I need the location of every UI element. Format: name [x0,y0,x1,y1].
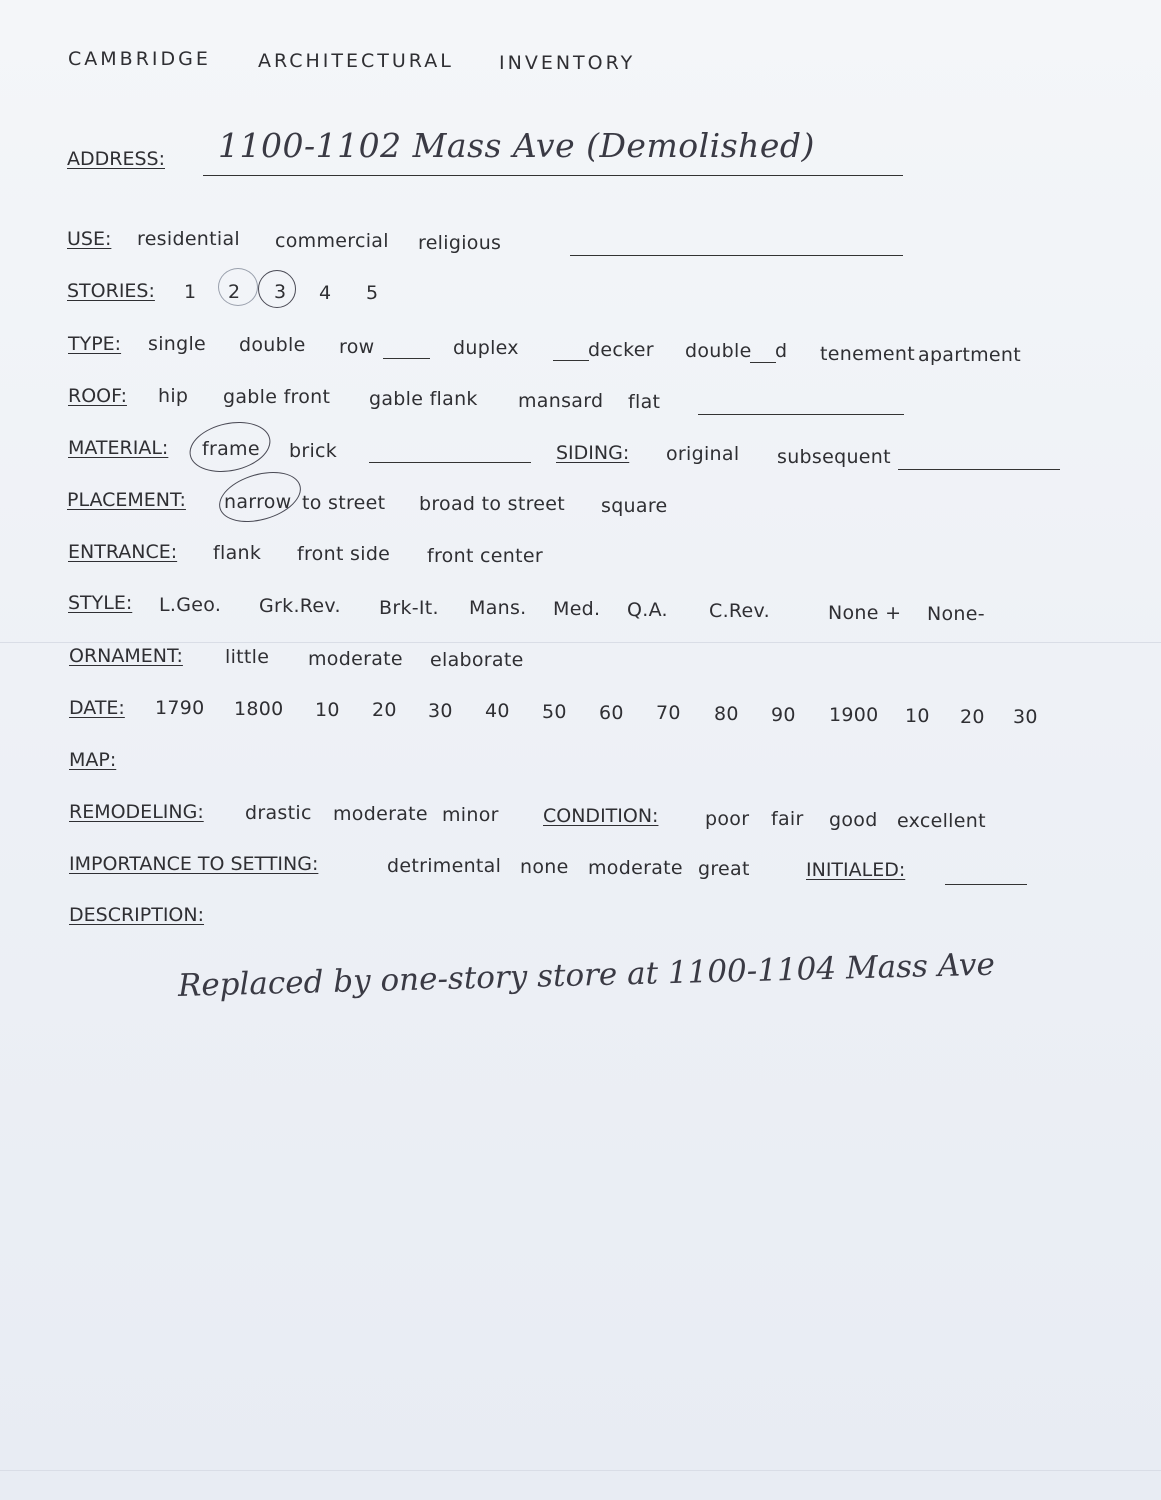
importance-option-detrimental[interactable]: detrimental [387,855,502,877]
initialed-line [945,884,1027,885]
stories-option-5[interactable]: 5 [366,282,379,304]
style-option-none-plus[interactable]: None + [828,602,902,624]
type-label: TYPE: [68,333,122,355]
type-option-double-decker-suffix[interactable]: d [775,340,788,362]
date-option[interactable]: 60 [599,702,624,724]
type-decker-blank [553,360,589,361]
importance-option-moderate[interactable]: moderate [588,857,683,879]
date-option[interactable]: 80 [714,703,739,725]
use-option-commercial[interactable]: commercial [275,230,389,252]
stories-erased-circle [218,268,258,306]
type-option-double-decker[interactable]: double [685,340,752,362]
placement-label: PLACEMENT: [67,489,186,511]
type-double-decker-blank [750,362,776,363]
entrance-label: ENTRANCE: [68,541,178,563]
style-option-crev[interactable]: C.Rev. [709,600,770,622]
header-architectural: ARCHITECTURAL [258,50,454,72]
stories-option-2[interactable]: 2 [228,281,241,303]
ornament-label: ORNAMENT: [69,645,183,667]
roof-option-hip[interactable]: hip [158,385,189,407]
address-line [203,175,903,176]
style-option-grkrev[interactable]: Grk.Rev. [259,595,341,617]
importance-option-great[interactable]: great [698,858,750,880]
type-option-single[interactable]: single [148,333,207,355]
entrance-option-front-side[interactable]: front side [297,543,391,565]
style-option-lgeo[interactable]: L.Geo. [159,594,222,616]
use-label: USE: [67,228,112,250]
ornament-option-moderate[interactable]: moderate [308,648,403,670]
condition-option-excellent[interactable]: excellent [897,810,986,832]
style-option-mans[interactable]: Mans. [469,597,527,619]
condition-option-poor[interactable]: poor [705,808,750,830]
fold-line [0,1470,1161,1471]
siding-label: SIDING: [556,442,630,464]
initialed-label: INITIALED: [806,859,906,881]
header-inventory: INVENTORY [499,52,636,74]
type-option-apartment[interactable]: apartment [918,344,1021,366]
roof-label: ROOF: [68,385,127,407]
roof-option-mansard[interactable]: mansard [518,390,604,412]
stories-option-1[interactable]: 1 [184,281,197,303]
use-other-line [570,255,903,256]
header-cambridge: CAMBRIDGE [68,48,211,70]
importance-label: IMPORTANCE TO SETTING: [69,853,319,875]
importance-option-none[interactable]: none [520,856,569,878]
date-option[interactable]: 10 [905,705,930,727]
style-option-med[interactable]: Med. [553,598,601,620]
placement-option-narrow[interactable]: narrow [224,491,292,513]
remodeling-option-moderate[interactable]: moderate [333,803,428,825]
date-option[interactable]: 1790 [155,697,205,719]
material-selection-circle [185,415,275,479]
style-option-brkit[interactable]: Brk-It. [379,597,439,619]
placement-option-to-street[interactable]: to street [302,492,386,514]
material-option-frame[interactable]: frame [202,438,260,460]
condition-label: CONDITION: [543,805,659,827]
date-option[interactable]: 20 [960,706,985,728]
address-value[interactable]: 1100-1102 Mass Ave (Demolished) [218,126,815,165]
roof-option-flat[interactable]: flat [628,391,661,413]
stories-label: STORIES: [67,280,155,302]
date-option[interactable]: 70 [656,702,681,724]
map-label: MAP: [69,749,117,771]
description-label: DESCRIPTION: [69,904,205,926]
date-option[interactable]: 1900 [829,704,879,726]
type-row-blank [383,358,430,359]
type-option-duplex[interactable]: duplex [453,337,519,359]
style-option-none-minus[interactable]: None- [927,603,985,625]
date-option[interactable]: 30 [428,700,453,722]
fold-line [0,642,1161,643]
stories-option-4[interactable]: 4 [319,282,332,304]
ornament-option-elaborate[interactable]: elaborate [430,649,524,671]
type-option-tenement[interactable]: tenement [820,343,915,365]
remodeling-option-minor[interactable]: minor [442,804,499,826]
roof-other-line [698,414,904,415]
use-option-religious[interactable]: religious [418,232,502,254]
placement-selection-circle [213,463,306,530]
type-option-double[interactable]: double [239,334,306,356]
address-label: ADDRESS: [67,148,165,170]
date-option[interactable]: 50 [542,701,567,723]
stories-selection-circle [258,270,296,308]
ornament-option-little[interactable]: little [225,646,270,668]
siding-other-line [898,469,1060,470]
date-option[interactable]: 10 [315,699,340,721]
entrance-option-flank[interactable]: flank [213,542,262,564]
material-option-brick[interactable]: brick [289,440,338,462]
date-label: DATE: [69,697,125,719]
date-option[interactable]: 40 [485,700,510,722]
date-option[interactable]: 20 [372,699,397,721]
remodeling-label: REMODELING: [69,801,204,823]
style-option-qa[interactable]: Q.A. [627,599,668,621]
siding-option-subsequent[interactable]: subsequent [777,446,891,468]
roof-option-gable-flank[interactable]: gable flank [369,388,478,410]
stories-option-3[interactable]: 3 [274,281,287,303]
material-other-line [369,462,531,463]
type-option-decker[interactable]: decker [588,339,654,361]
siding-option-original[interactable]: original [666,443,740,465]
date-option[interactable]: 30 [1013,706,1038,728]
type-option-row[interactable]: row [339,336,375,358]
style-label: STYLE: [68,592,133,614]
placement-option-broad-to-street[interactable]: broad to street [419,493,566,515]
placement-option-square[interactable]: square [601,495,668,517]
material-label: MATERIAL: [68,437,169,459]
date-option[interactable]: 90 [771,704,796,726]
remodeling-option-drastic[interactable]: drastic [245,802,312,824]
description-value[interactable]: Replaced by one-story store at 1100-1104 Mass Ave [177,946,996,1004]
condition-option-fair[interactable]: fair [771,808,804,830]
entrance-option-front-center[interactable]: front center [427,545,543,567]
roof-option-gable-front[interactable]: gable front [223,386,331,408]
condition-option-good[interactable]: good [829,809,878,831]
date-option[interactable]: 1800 [234,698,284,720]
use-option-residential[interactable]: residential [137,228,241,250]
